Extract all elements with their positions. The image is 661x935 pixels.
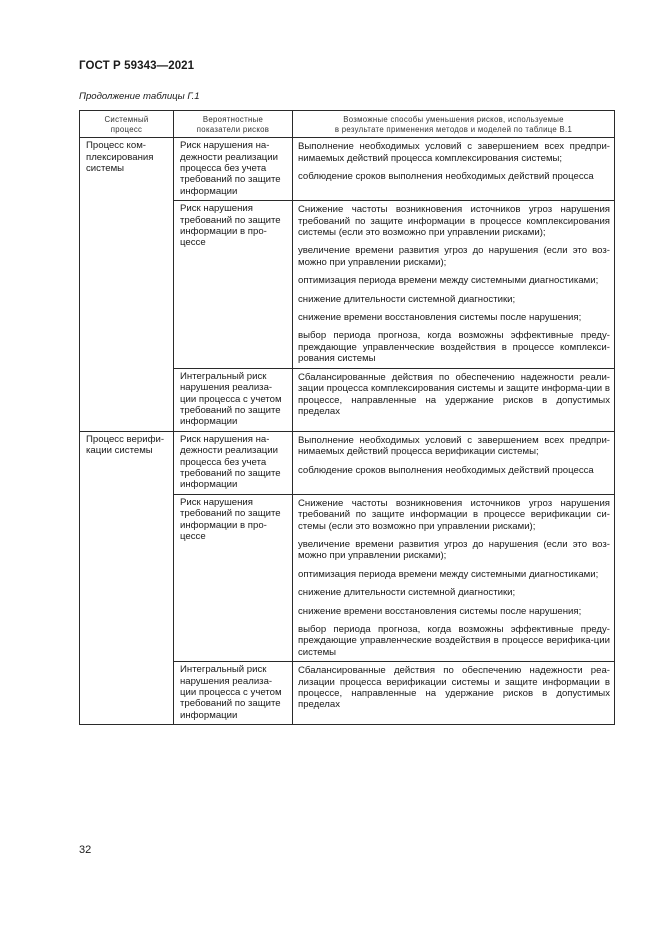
standard-designation: ГОСТ Р 59343—2021 <box>79 60 195 72</box>
table-row <box>80 431 615 494</box>
risk-reduction-item: увеличение времени развития угроз до нарушения (если это воз-можно при управлении рисками); <box>298 538 610 562</box>
risk-reduction-item: выбор периода прогноза, когда возможны эффективные преду-преждающие управленческие воздействия в процессе верифика-ции системы <box>298 624 610 658</box>
risk-reduction-item: снижение времени восстановления системы после нарушения; <box>298 605 582 617</box>
risk-reduction-item: соблюдение сроков выполнения необходимых действий процесса <box>298 464 594 476</box>
risk-indicator-cell: Интегральный риск нарушения реализа- ции процесса с учетом требований по защите информации <box>174 368 293 431</box>
table-body <box>80 138 615 725</box>
risk-reduction-item: оптимизация периода времени между системными диагностиками; <box>298 275 599 287</box>
risk-reduction-item: снижение времени восстановления системы после нарушения; <box>298 312 582 324</box>
risk-reduction-cell <box>293 662 615 725</box>
page-number: 32 <box>79 844 92 856</box>
table-row <box>80 138 615 201</box>
table-caption: Продолжение таблицы Г.1 <box>79 91 200 102</box>
header-risk-reduction-ways: Возможные способы уменьшения рисков, используемые в результате применения методов и моделей по таблице В.1 <box>293 111 615 138</box>
risk-reduction-item: Снижение частоты возникновения источников угроз нарушения требований по защите информации в процессе верификации си-стемы (если это возможно при управлении рисками); <box>298 497 610 532</box>
risk-reduction-item: соблюдение сроков выполнения необходимых действий процесса <box>298 171 594 182</box>
risk-reduction-cell <box>293 431 615 494</box>
risk-indicator-cell: Риск нарушения требований по защите информации в про- цессе <box>174 201 293 368</box>
risk-reduction-cell <box>293 138 615 201</box>
risk-reduction-item: Снижение частоты возникновения источников угроз нарушения требований по защите информации в процессе комплексирования системы (если это возможно при управлении рисками); <box>298 204 610 239</box>
system-process-cell: Процесс ком- плексирования системы <box>80 138 174 432</box>
risk-indicator-cell: Риск нарушения требований по защите информации в про- цессе <box>174 494 293 661</box>
risk-table <box>79 110 615 725</box>
risk-reduction-cell <box>293 368 615 431</box>
risk-reduction-item: снижение длительности системной диагностики; <box>298 587 516 599</box>
risk-reduction-item: оптимизация периода времени между системными диагностиками; <box>298 568 599 580</box>
risk-indicator-cell: Риск нарушения на- дежности реализации процесса без учета требований по защите информации <box>174 138 293 201</box>
header-risk-indicators: Вероятностные показатели рисков <box>174 111 293 138</box>
risk-reduction-item: Выполнение необходимых условий с завершением всех предпри-нимаемых действий процесса комплексирования системы; <box>298 141 610 164</box>
risk-indicator-cell: Риск нарушения на- дежности реализации процесса без учета требований по защите информации <box>174 431 293 494</box>
risk-reduction-item: Выполнение необходимых условий с завершением всех предпри-нимаемых действий процесса верификации системы; <box>298 434 610 458</box>
risk-indicator-cell: Интегральный риск нарушения реализа- ции процесса с учетом требований по защите информации <box>174 662 293 725</box>
risk-reduction-cell <box>293 494 615 661</box>
system-process-cell: Процесс верифи- кации системы <box>80 431 174 725</box>
risk-reduction-item: снижение длительности системной диагностики; <box>298 293 516 305</box>
header-system-process: Системный процесс <box>80 111 174 138</box>
header-row <box>80 111 615 138</box>
risk-reduction-item: выбор периода прогноза, когда возможны эффективные преду-преждающие управленческие воздействия в процессе комплекси-рования системы <box>298 330 610 365</box>
risk-reduction-item: Сбалансированные действия по обеспечению надежности реа-лизации процесса верификации системы и защите информации в процессе, направленные на удержание рисков в допустимых пределах <box>298 665 610 711</box>
risk-reduction-item: увеличение времени развития угроз до нарушения (если это воз-можно при управлении рисками); <box>298 245 610 268</box>
risk-reduction-item: Сбалансированные действия по обеспечению надежности реали-зации процесса комплексирования системы и защите информа-ции в процессе, направленные на удержание рисков в допустимых пределах <box>298 371 610 417</box>
risk-reduction-cell <box>293 201 615 368</box>
